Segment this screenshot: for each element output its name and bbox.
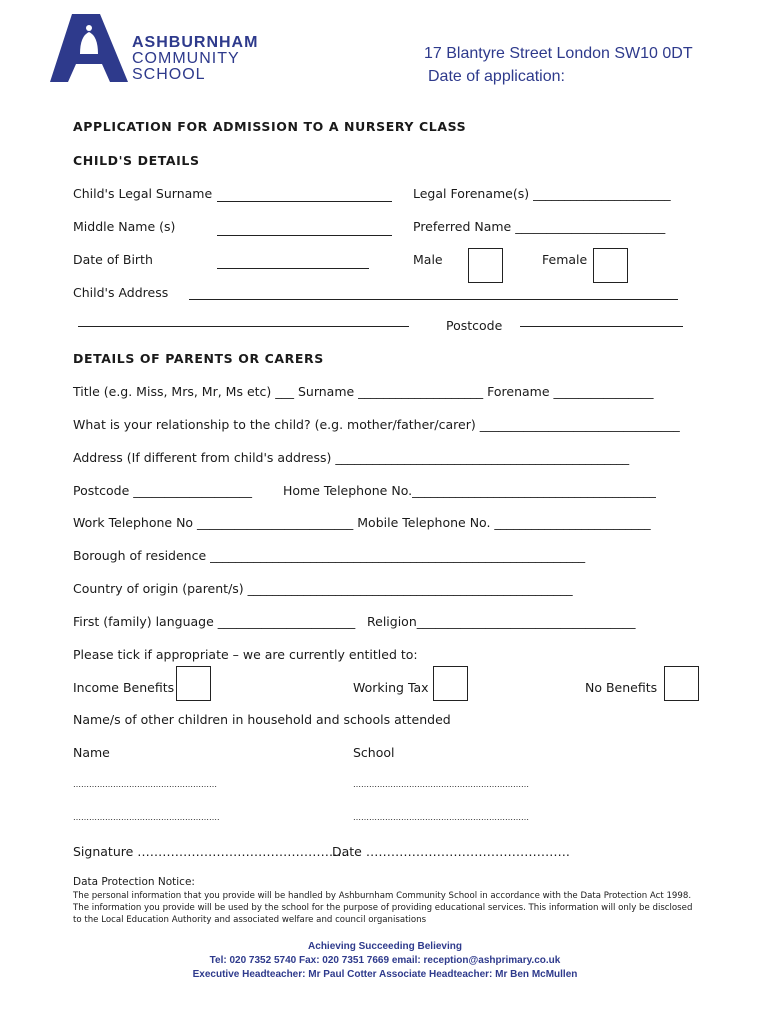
form-title: APPLICATION FOR ADMISSION TO A NURSERY CLASS bbox=[73, 119, 467, 134]
middle-name-label: Middle Name (s) bbox=[73, 219, 176, 234]
entitlement-prompt: Please tick if appropriate – we are currently entitled to: bbox=[73, 647, 418, 662]
sibling-name-header: Name bbox=[73, 745, 110, 760]
dob-field[interactable] bbox=[217, 268, 369, 269]
working-tax-checkbox[interactable] bbox=[433, 666, 468, 701]
middle-name-field[interactable] bbox=[217, 235, 392, 236]
preferred-name-label: Preferred Name ________________________ bbox=[413, 219, 666, 234]
school-name-line3: SCHOOL bbox=[132, 66, 206, 83]
child-section-heading: CHILD'S DETAILS bbox=[73, 153, 200, 168]
signature-date-field[interactable]: Date …………………………………………. bbox=[332, 844, 570, 859]
logo-a-bell-icon bbox=[50, 14, 130, 86]
borough-row[interactable]: Borough of residence ____________________________________________________________ bbox=[73, 548, 586, 563]
first-language-row[interactable]: First (family) language ______________________ bbox=[73, 614, 356, 629]
parent-address-row[interactable]: Address (If different from child's address) _______________________________________________ bbox=[73, 450, 630, 465]
school-logo bbox=[50, 14, 130, 86]
footer-contact: Tel: 020 7352 5740 Fax: 020 7351 7669 email: reception@ashprimary.co.uk bbox=[209, 955, 561, 966]
income-benefits-label: Income Benefits bbox=[73, 680, 175, 695]
no-benefits-label: No Benefits bbox=[585, 680, 658, 695]
school-name-line1: ASHBURNHAM bbox=[132, 34, 259, 51]
child-address-label: Child's Address bbox=[73, 285, 169, 300]
school-name-line2: COMMUNITY bbox=[132, 50, 240, 67]
data-protection-text: The personal information that you provide will be handled by Ashburnham Community School in accordance with the Data Protection Act 1998. The information you provide will be used by the school for the purpose of providing educational services. This information will only be disclosed to the Local Education Authority and associated welfare and council organisations bbox=[73, 891, 693, 925]
female-checkbox[interactable] bbox=[593, 248, 628, 283]
working-tax-label: Working Tax bbox=[353, 680, 429, 695]
parent-title-row[interactable]: Title (e.g. Miss, Mrs, Mr, Ms etc) ___ Surname ____________________ Forename ________________ bbox=[73, 384, 654, 399]
work-telephone-row[interactable]: Work Telephone No _________________________ Mobile Telephone No. _________________________ bbox=[73, 515, 651, 530]
footer-motto: Achieving Succeeding Believing bbox=[308, 941, 462, 952]
dob-label: Date of Birth bbox=[73, 252, 153, 267]
sibling-school-header: School bbox=[353, 745, 395, 760]
school-address: 17 Blantyre Street London SW10 0DT bbox=[424, 45, 693, 62]
child-postcode-field[interactable] bbox=[520, 326, 683, 327]
income-benefits-checkbox[interactable] bbox=[176, 666, 211, 701]
male-label: Male bbox=[413, 252, 443, 267]
date-of-application-label: Date of application: bbox=[428, 68, 565, 85]
no-benefits-checkbox[interactable] bbox=[664, 666, 699, 701]
signature-field[interactable]: Signature …………………………………………… bbox=[73, 844, 350, 859]
religion-row[interactable]: Religion___________________________________ bbox=[367, 614, 636, 629]
sibling-school-field-1[interactable]: ………………………………………………………… bbox=[353, 780, 529, 789]
country-of-origin-row[interactable]: Country of origin (parent/s) ____________________________________________________ bbox=[73, 581, 573, 596]
sibling-school-field-2[interactable]: ………………………………………………………… bbox=[353, 813, 529, 822]
sibling-name-field-2[interactable]: ………………………………………………. bbox=[73, 813, 220, 822]
male-checkbox[interactable] bbox=[468, 248, 503, 283]
data-protection-title: Data Protection Notice: bbox=[73, 876, 195, 888]
footer-headteachers: Executive Headteacher: Mr Paul Cotter Associate Headteacher: Mr Ben McMullen bbox=[192, 969, 578, 980]
siblings-prompt: Name/s of other children in household and schools attended bbox=[73, 712, 451, 727]
relationship-row[interactable]: What is your relationship to the child? (e.g. mother/father/carer) ________________________________ bbox=[73, 417, 680, 432]
child-address-field-1[interactable] bbox=[189, 299, 678, 300]
surname-field[interactable] bbox=[217, 201, 392, 202]
surname-label: Child's Legal Surname bbox=[73, 186, 213, 201]
parents-section-heading: DETAILS OF PARENTS OR CARERS bbox=[73, 351, 324, 366]
parent-postcode-row[interactable]: Postcode ___________________ bbox=[73, 483, 253, 498]
female-label: Female bbox=[542, 252, 588, 267]
home-telephone-row[interactable]: Home Telephone No._______________________________________ bbox=[283, 483, 656, 498]
forenames-label: Legal Forename(s) ______________________ bbox=[413, 186, 671, 201]
child-postcode-label: Postcode bbox=[446, 318, 503, 333]
sibling-name-field-1[interactable]: ……………………………………………… bbox=[73, 780, 217, 789]
child-address-field-2[interactable] bbox=[78, 326, 409, 327]
